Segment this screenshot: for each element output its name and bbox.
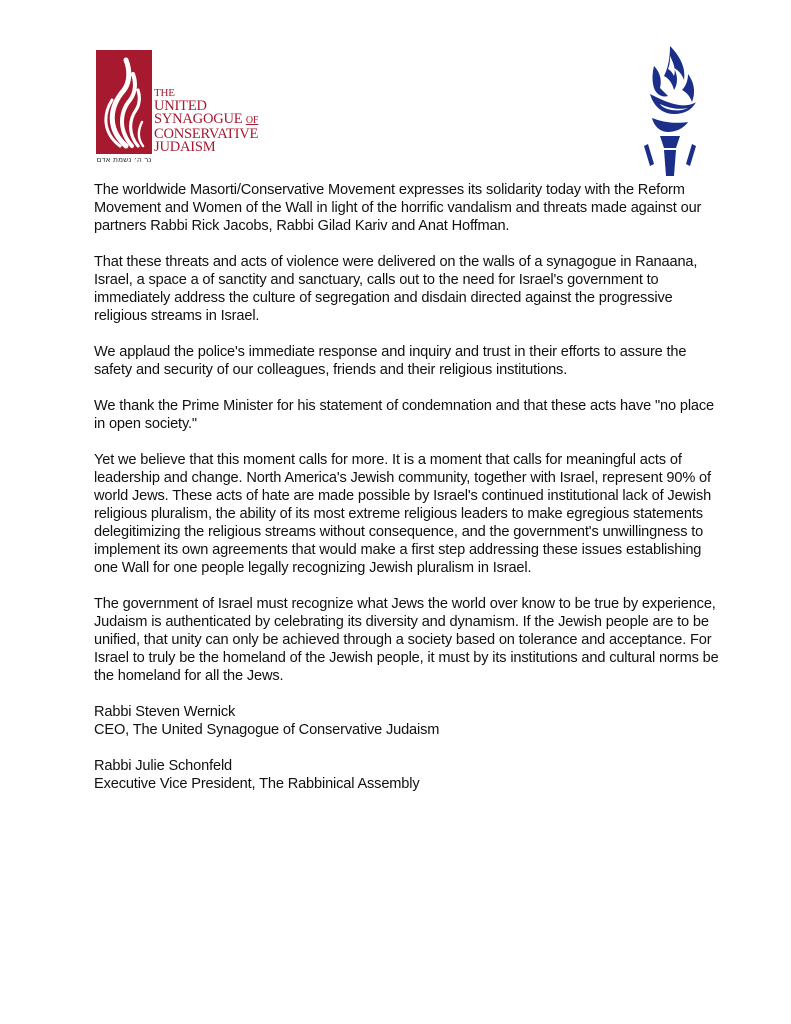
uscj-line-judaism: JUDAISM: [154, 138, 216, 155]
uscj-logo: [96, 50, 266, 164]
uscj-line-the: THE: [154, 87, 175, 99]
signatory-name: Rabbi Julie Schonfeld: [94, 758, 233, 774]
uscj-wordmark: [154, 87, 258, 154]
letter-body: [94, 181, 724, 811]
signatory-title: CEO, The United Synagogue of Conservative Judaism: [94, 722, 440, 738]
signatory-title: Executive Vice President, The Rabbinical Assembly: [94, 776, 420, 792]
flame-torch-icon: [640, 44, 700, 178]
signature-block-schonfeld: [94, 757, 724, 793]
uscj-hebrew-tagline: נר ה׳ נשמת אדם: [96, 155, 152, 164]
paragraph-solidarity: The worldwide Masorti/Conservative Movement expresses its solidarity today with the Reform Movement and Women of the Wall in light of the horrific vandalism and threats made against our partners Rabbi Rick Jacobs, Rabbi Gilad Kariv and Anat Hoffman.: [94, 182, 702, 234]
signature-block-wernick: [94, 703, 724, 739]
uscj-flame-icon: [96, 50, 152, 154]
paragraph-threats: That these threats and acts of violence were delivered on the walls of a synagogue in Ranaana, Israel, a space a of sanctity and sanctuary, calls out to the need for Israel's government to immediately address the culture of segregation and disdain directed against the progressive religious streams in Israel.: [94, 254, 698, 324]
rabbinical-assembly-logo: [640, 44, 700, 178]
signatory-name: Rabbi Steven Wernick: [94, 704, 236, 720]
uscj-line-united: UNITED: [154, 98, 207, 115]
paragraph-police: We applaud the police's immediate response and inquiry and trust in their efforts to assure the safety and security of our colleagues, friends and their religious institutions.: [94, 344, 687, 378]
paragraph-call-for-more: Yet we believe that this moment calls for more. It is a moment that calls for meaningful acts of leadership and change. North America's Jewish community, together with Israel, represent 90% of world Jews. These acts of hate are made possible by Israel's continued institutional lack of Jewish religious pluralism, the ability of its most extreme religious leaders to make egregious statements delegitimizing the religious streams without consequence, and the government's unwillingness to implement its own agreements that would make a first step addressing these issues establishing one Wall for one people legally recognizing Jewish pluralism in Israel.: [94, 452, 712, 576]
paragraph-prime-minister: We thank the Prime Minister for his statement of condemnation and that these acts have "no place in open society.": [94, 398, 715, 432]
uscj-line-synagogue: SYNAGOGUE OF: [154, 111, 259, 128]
paragraph-government: The government of Israel must recognize what Jews the world over know to be true by experience, Judaism is authenticated by celebrating its diversity and dynamism. If the Jewish people are to be unified, that unity can only be achieved through a society based on tolerance and acceptance. For Israel to truly be the homeland of the Jewish people, it must by its institutions and cultural norms be the homeland for all the Jews.: [94, 596, 719, 684]
uscj-line-conservative: CONSERVATIVE: [154, 125, 259, 142]
